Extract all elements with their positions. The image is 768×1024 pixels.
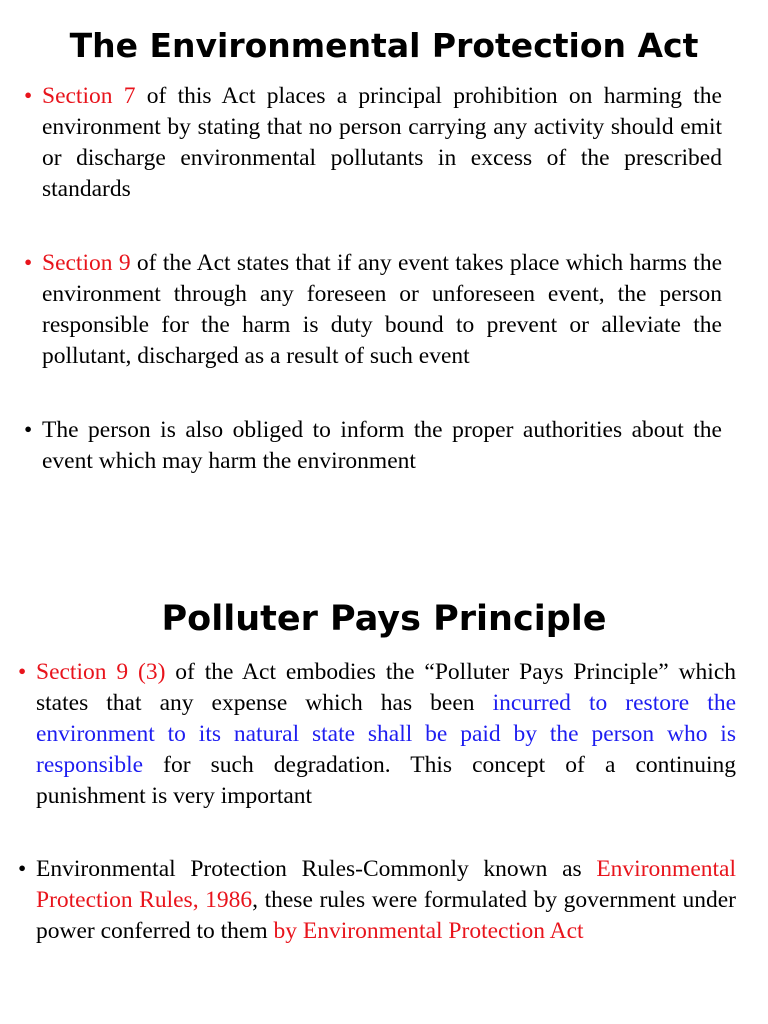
bullet-section-9	[24, 248, 722, 372]
bullet-marker: •	[24, 417, 33, 443]
section-reference: Section 9	[42, 250, 131, 276]
section-reference: Section 9 (3)	[36, 659, 166, 685]
bullet-section-9-3	[18, 657, 736, 812]
bullet-text: The person is also obliged to inform the proper authorities about the event which may harm the environment	[42, 417, 722, 474]
bullet-list	[18, 657, 736, 947]
bullet-marker: •	[24, 83, 33, 109]
bullet-text: for such degradation. This concept of a continuing punishment is very important	[36, 752, 736, 809]
bullet-marker: •	[18, 856, 27, 882]
slide-title: The Environmental Protection Act	[69, 26, 699, 65]
bullet-text: of the Act embodies the “Polluter Pays Principle” which states that any expense which has been	[36, 659, 737, 716]
bullet-text: , these rules were formulated by government under power conferred to them	[36, 887, 736, 944]
bullet-section-7	[24, 81, 722, 205]
bullet-text: Environmental Protection Rules-Commonly known as	[36, 856, 597, 882]
bullet-text: of the Act states that if any event takes place which harms the environment through any foreseen or unforeseen event, the person responsible for the harm is duty bound to prevent or alleviate the pollutant, discharged as a result of such event	[42, 250, 723, 369]
bullet-marker: •	[24, 250, 33, 276]
rules-reference: Environmental Protection Rules, 1986	[36, 856, 736, 913]
bullet-marker: •	[18, 659, 27, 685]
highlighted-text: incurred to restore the environment to its natural state shall be paid by the person who is responsible	[36, 690, 737, 778]
section-reference: Section 7	[42, 83, 136, 109]
bullet-inform-authorities	[24, 415, 722, 477]
bullet-list	[24, 81, 722, 477]
slide-title: Polluter Pays Principle	[161, 599, 607, 639]
act-reference: by Environmental Protection Act	[273, 918, 584, 944]
bullet-environmental-protection-rules	[18, 854, 736, 947]
bullet-text: of this Act places a principal prohibition on harming the environment by stating that no person carrying any activity should emit or discharge environmental pollutants in excess of the prescribed standards	[42, 83, 722, 202]
slide-polluter-pays-principle	[0, 512, 768, 1024]
